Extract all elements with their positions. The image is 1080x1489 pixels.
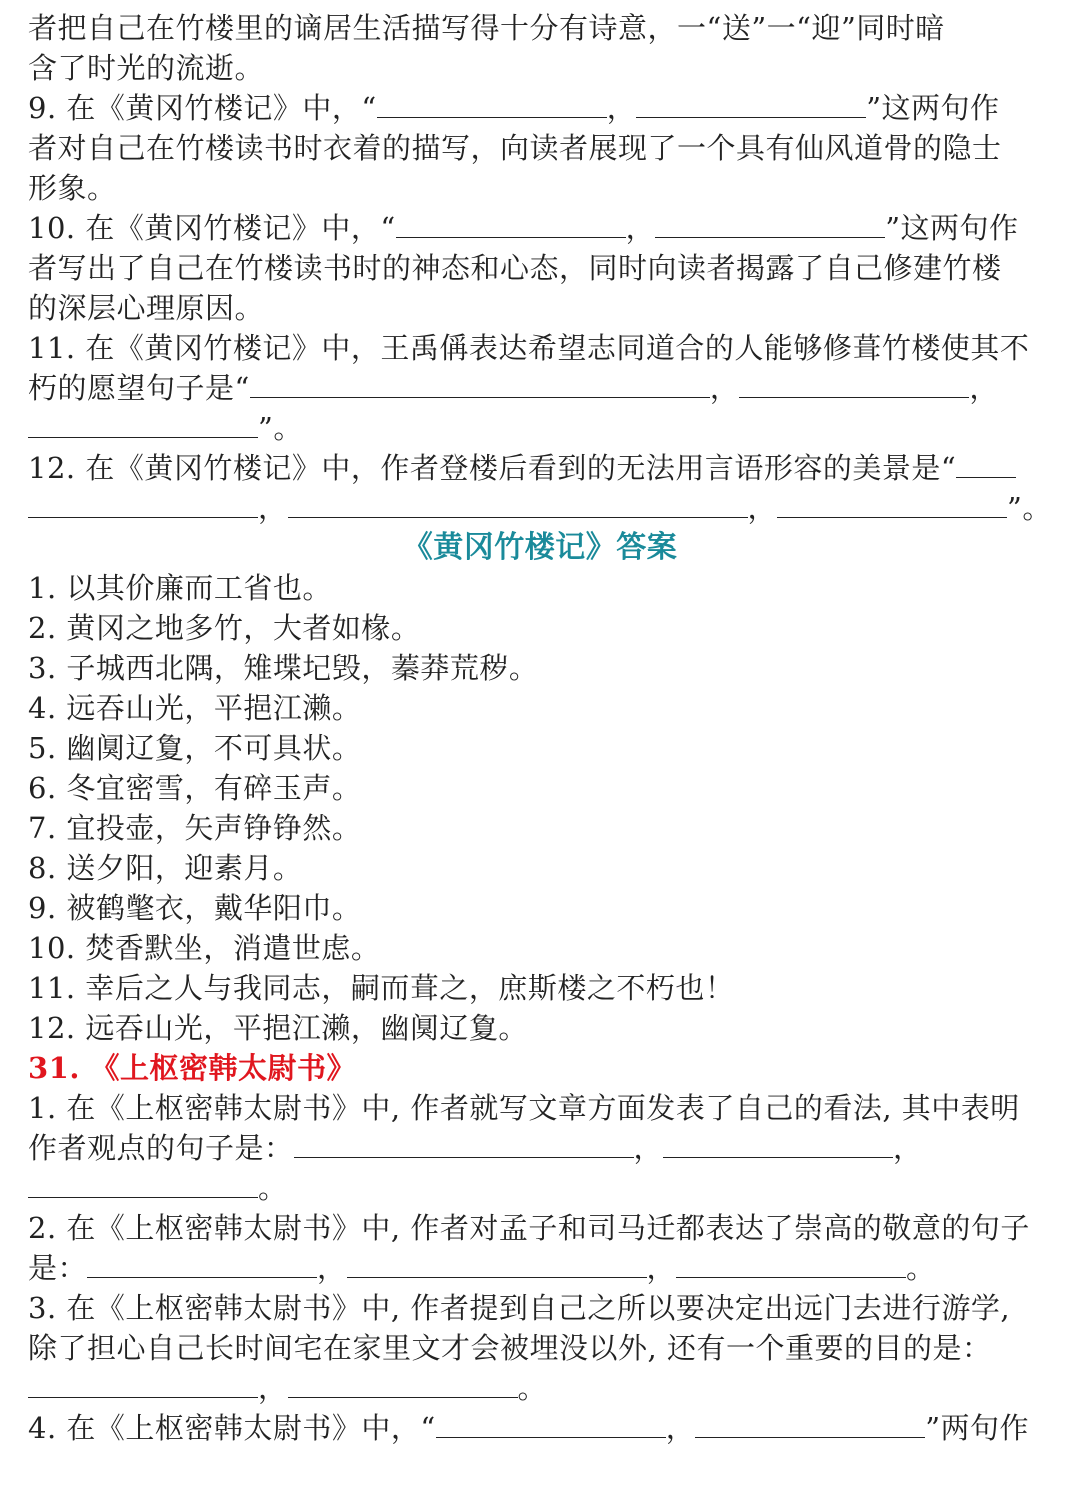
q11-line-2 <box>28 368 1052 408</box>
q11-blank-1[interactable] <box>250 371 710 398</box>
q12-blank-1b[interactable] <box>28 491 258 518</box>
answer-item: 8. 送夕阳，迎素月。 <box>28 851 303 885</box>
q9-text-a: 9. 在《黄冈竹楼记》中，“ <box>28 91 377 125</box>
s31-q2-text-c: ， <box>646 1251 677 1285</box>
s31-q2-blank-1[interactable] <box>87 1251 317 1278</box>
answer-item: 2. 黄冈之地多竹，大者如椽。 <box>28 611 421 645</box>
s31-q1-text-b: ， <box>633 1131 664 1165</box>
answer-item: 10. 焚香默坐，消遣世虑。 <box>28 931 381 965</box>
s31-q2-line-2 <box>28 1248 1052 1288</box>
section-31-title: 31. 《上枢密韩太尉书》 <box>28 1051 357 1085</box>
s31-q3-line-3 <box>28 1368 1052 1408</box>
q11-blank-2[interactable] <box>739 371 969 398</box>
s31-q4-blank-1[interactable] <box>436 1411 666 1438</box>
q9-blank-2[interactable] <box>636 91 866 118</box>
q11-blank-3[interactable] <box>28 411 258 438</box>
q12-blank-2[interactable] <box>288 491 748 518</box>
s31-q2-blank-2[interactable] <box>347 1251 647 1278</box>
q11-line-1: 11. 在《黄冈竹楼记》中，王禹偁表达希望志同道合的人能够修葺竹楼使其不 <box>28 331 1030 365</box>
answer-item: 12. 远吞山光，平挹江濑，幽阒辽夐。 <box>28 1011 528 1045</box>
answer-item: 4. 远吞山光，平挹江濑。 <box>28 691 362 725</box>
q9-text-b: ， <box>606 91 637 125</box>
q10-line-1 <box>28 208 1052 248</box>
q9-line-3: 形象。 <box>28 171 117 205</box>
q10-blank-2[interactable] <box>655 211 885 238</box>
q12-text-c: ， <box>747 491 778 525</box>
q8-tail-line-1: 者把自己在竹楼里的谪居生活描写得十分有诗意，一“送”一“迎”同时暗 <box>28 11 945 45</box>
answers-title: 《黄冈竹楼记》答案 <box>402 530 678 565</box>
q9-line-2: 者对自己在竹楼读书时衣着的描写，向读者展现了一个具有仙风道骨的隐士 <box>28 131 1002 165</box>
s31-q2-text-b: ， <box>317 1251 347 1285</box>
q11-text-d: ”。 <box>258 411 303 445</box>
q10-line-2: 者写出了自己在竹楼读书时的神态和心态，同时向读者揭露了自己修建竹楼 <box>28 251 1002 285</box>
answer-item: 7. 宜投壶，矢声铮铮然。 <box>28 811 362 845</box>
s31-q3-text-b: 。 <box>517 1371 548 1405</box>
q12-line-1 <box>28 448 1052 488</box>
q11-text-b: ， <box>709 371 740 405</box>
s31-q1-line-3 <box>28 1168 1052 1208</box>
s31-q4-line-1 <box>28 1408 1052 1448</box>
q9-text-c: ”这两句作 <box>866 91 1000 125</box>
answer-item: 5. 幽阒辽夐，不可具状。 <box>28 731 362 765</box>
q11-text-c: ， <box>969 371 999 405</box>
s31-q3-line-2: 除了担心自己长时间宅在家里文才会被埋没以外, 还有一个重要的目的是： <box>28 1331 992 1365</box>
s31-q3-text-a: ， <box>258 1371 288 1405</box>
s31-q1-blank-1[interactable] <box>294 1131 634 1158</box>
s31-q4-text-b: ， <box>665 1411 696 1445</box>
q11-text-a: 朽的愿望句子是“ <box>28 371 250 405</box>
s31-q1-blank-2[interactable] <box>663 1131 893 1158</box>
answers-list <box>28 568 1052 1048</box>
s31-q1-line-2 <box>28 1128 1052 1168</box>
q10-text-a: 10. 在《黄冈竹楼记》中，“ <box>28 211 396 245</box>
s31-q2-blank-3[interactable] <box>676 1251 906 1278</box>
q10-text-b: ， <box>625 211 656 245</box>
q12-text-d: ”。 <box>1007 491 1052 525</box>
s31-q4-blank-2[interactable] <box>695 1411 925 1438</box>
q10-text-c: ”这两句作 <box>885 211 1019 245</box>
s31-q4-text-a: 4. 在《上枢密韩太尉书》中，“ <box>28 1411 436 1445</box>
q10-blank-1[interactable] <box>396 211 626 238</box>
q8-tail-line-2: 含了时光的流逝。 <box>28 51 265 85</box>
q12-text-b: ， <box>258 491 288 525</box>
s31-q2-text-d: 。 <box>906 1251 936 1285</box>
s31-q2-text-a: 是： <box>28 1251 88 1285</box>
q12-text-a: 12. 在《黄冈竹楼记》中，作者登楼后看到的无法用言语形容的美景是“ <box>28 451 957 485</box>
q9-blank-1[interactable] <box>377 91 607 118</box>
q12-blank-1a[interactable] <box>956 451 1016 478</box>
s31-q3-blank-1[interactable] <box>28 1371 258 1398</box>
s31-q4-text-c: ”两句作 <box>925 1411 1030 1445</box>
answer-item: 6. 冬宜密雪，有碎玉声。 <box>28 771 362 805</box>
q12-blank-3[interactable] <box>777 491 1007 518</box>
s31-q3-blank-2[interactable] <box>288 1371 518 1398</box>
answer-item: 11. 幸后之人与我同志，嗣而葺之，庶斯楼之不朽也！ <box>28 971 735 1005</box>
s31-q1-text-d: 。 <box>258 1171 288 1205</box>
q10-line-3: 的深层心理原因。 <box>28 291 265 325</box>
s31-q2-line-1: 2. 在《上枢密韩太尉书》中, 作者对孟子和司马迁都表达了崇高的敬意的句子 <box>28 1211 1030 1245</box>
s31-q1-blank-3[interactable] <box>28 1171 258 1198</box>
q12-line-2 <box>28 488 1052 528</box>
answer-item: 9. 被鹤氅衣，戴华阳巾。 <box>28 891 362 925</box>
s31-q1-text-c: ， <box>893 1131 923 1165</box>
answer-item: 1. 以其价廉而工省也。 <box>28 571 332 605</box>
q9-line-1 <box>28 88 1052 128</box>
q11-line-3 <box>28 408 1052 448</box>
s31-q1-line-1: 1. 在《上枢密韩太尉书》中, 作者就写文章方面发表了自己的看法, 其中表明 <box>28 1091 1020 1125</box>
s31-q3-line-1: 3. 在《上枢密韩太尉书》中, 作者提到自己之所以要决定出远门去进行游学, <box>28 1291 1011 1325</box>
answer-item: 3. 子城西北隅，雉堞圮毁，蓁莽荒秽。 <box>28 651 539 685</box>
s31-q1-text-a: 作者观点的句子是： <box>28 1131 294 1165</box>
